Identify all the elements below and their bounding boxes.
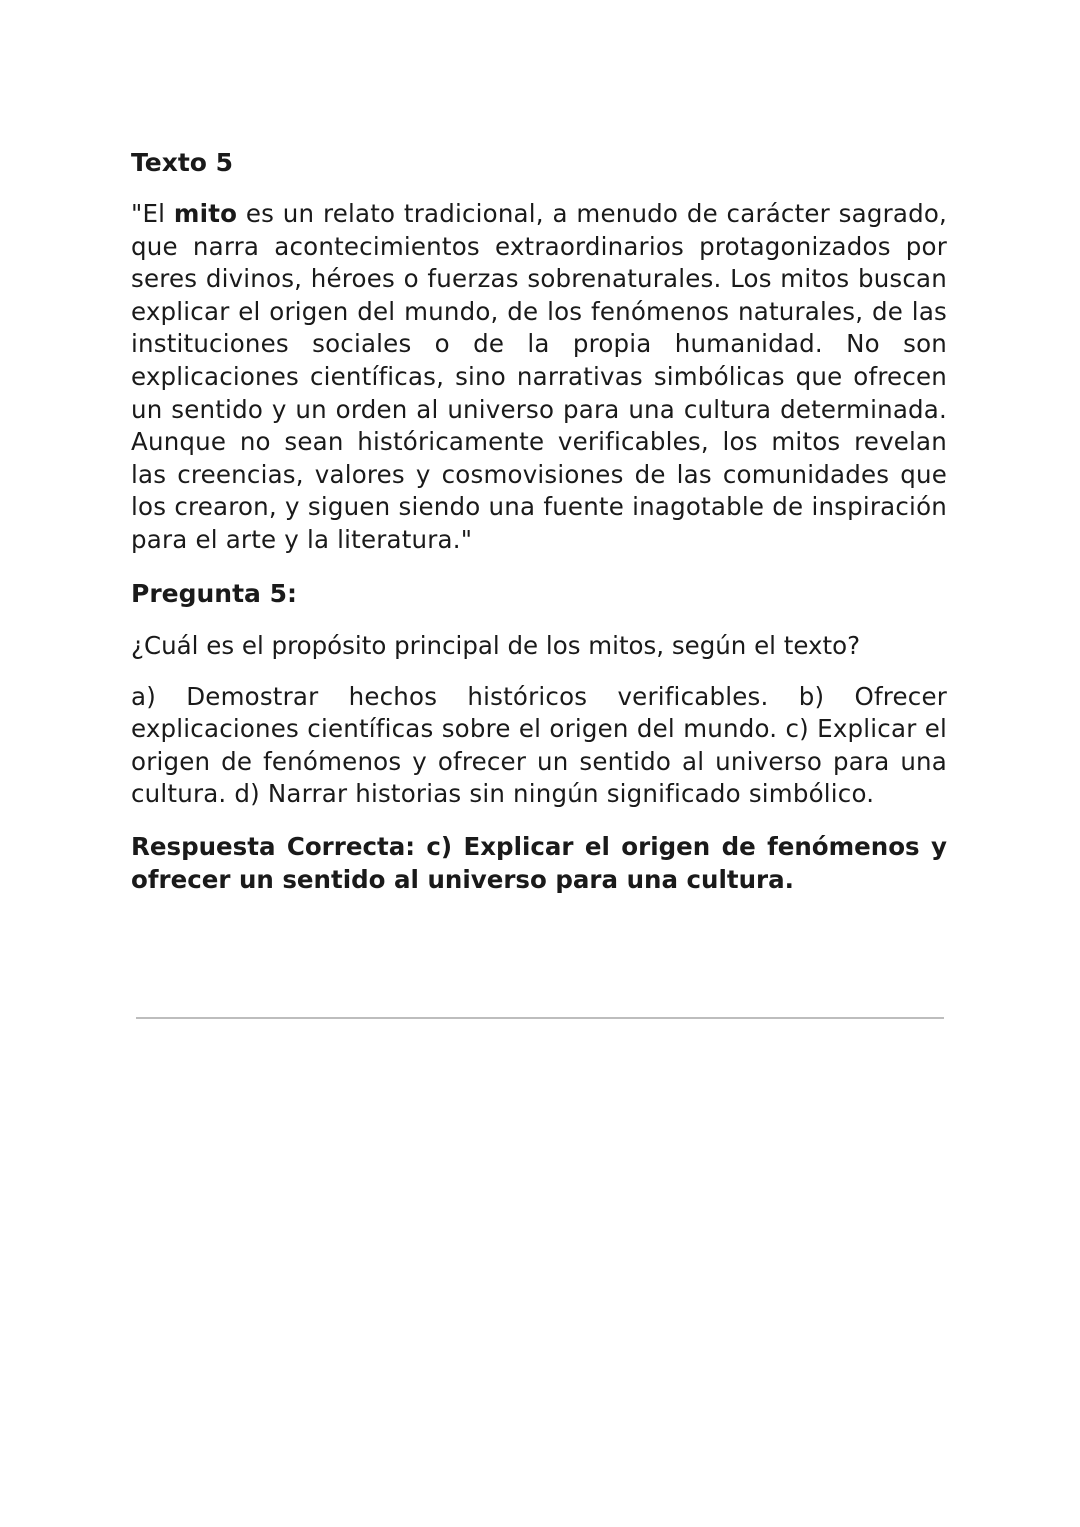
passage-body: es un relato tradicional, a menudo de carácter sagrado, que narra acontecimientos extraordinarios protagonizados por seres divinos, héroes o fuerzas sobrenaturales. Los mitos buscan explicar el origen del mundo, de los fenómenos naturales, de las instituciones sociales o de la propia humanidad. No son explicaciones científicas, sino narrativas simbólicas que ofrecen un sentido y un orden al universo para una cultura determinada. Aunque no sean históricamente verificables, los mitos revelan las creencias, valores y cosmovisiones de las comunidades que los crearon, y siguen siendo una fuente inagotable de inspiración para el arte y la literatura."	[131, 199, 947, 554]
correct-answer: Respuesta Correcta: c) Explicar el origen de fenómenos y ofrecer un sentido al universo para una cultura.	[131, 831, 947, 894]
myth-passage	[131, 198, 947, 557]
passage-quote-open: "El	[131, 199, 174, 228]
text-heading: Texto 5	[131, 148, 234, 177]
question-text: ¿Cuál es el propósito principal de los mitos, según el texto?	[131, 630, 861, 660]
horizontal-divider	[136, 1017, 944, 1019]
question-heading: Pregunta 5:	[131, 578, 298, 608]
answer-options: a) Demostrar hechos históricos verificables. b) Ofrecer explicaciones científicas sobre el origen del mundo. c) Explicar el origen de fenómenos y ofrecer un sentido al universo para una cultura. d) Narrar historias sin ningún significado simbólico.	[131, 681, 947, 809]
document-page	[131, 146, 947, 896]
passage-keyword: mito	[173, 199, 238, 228]
